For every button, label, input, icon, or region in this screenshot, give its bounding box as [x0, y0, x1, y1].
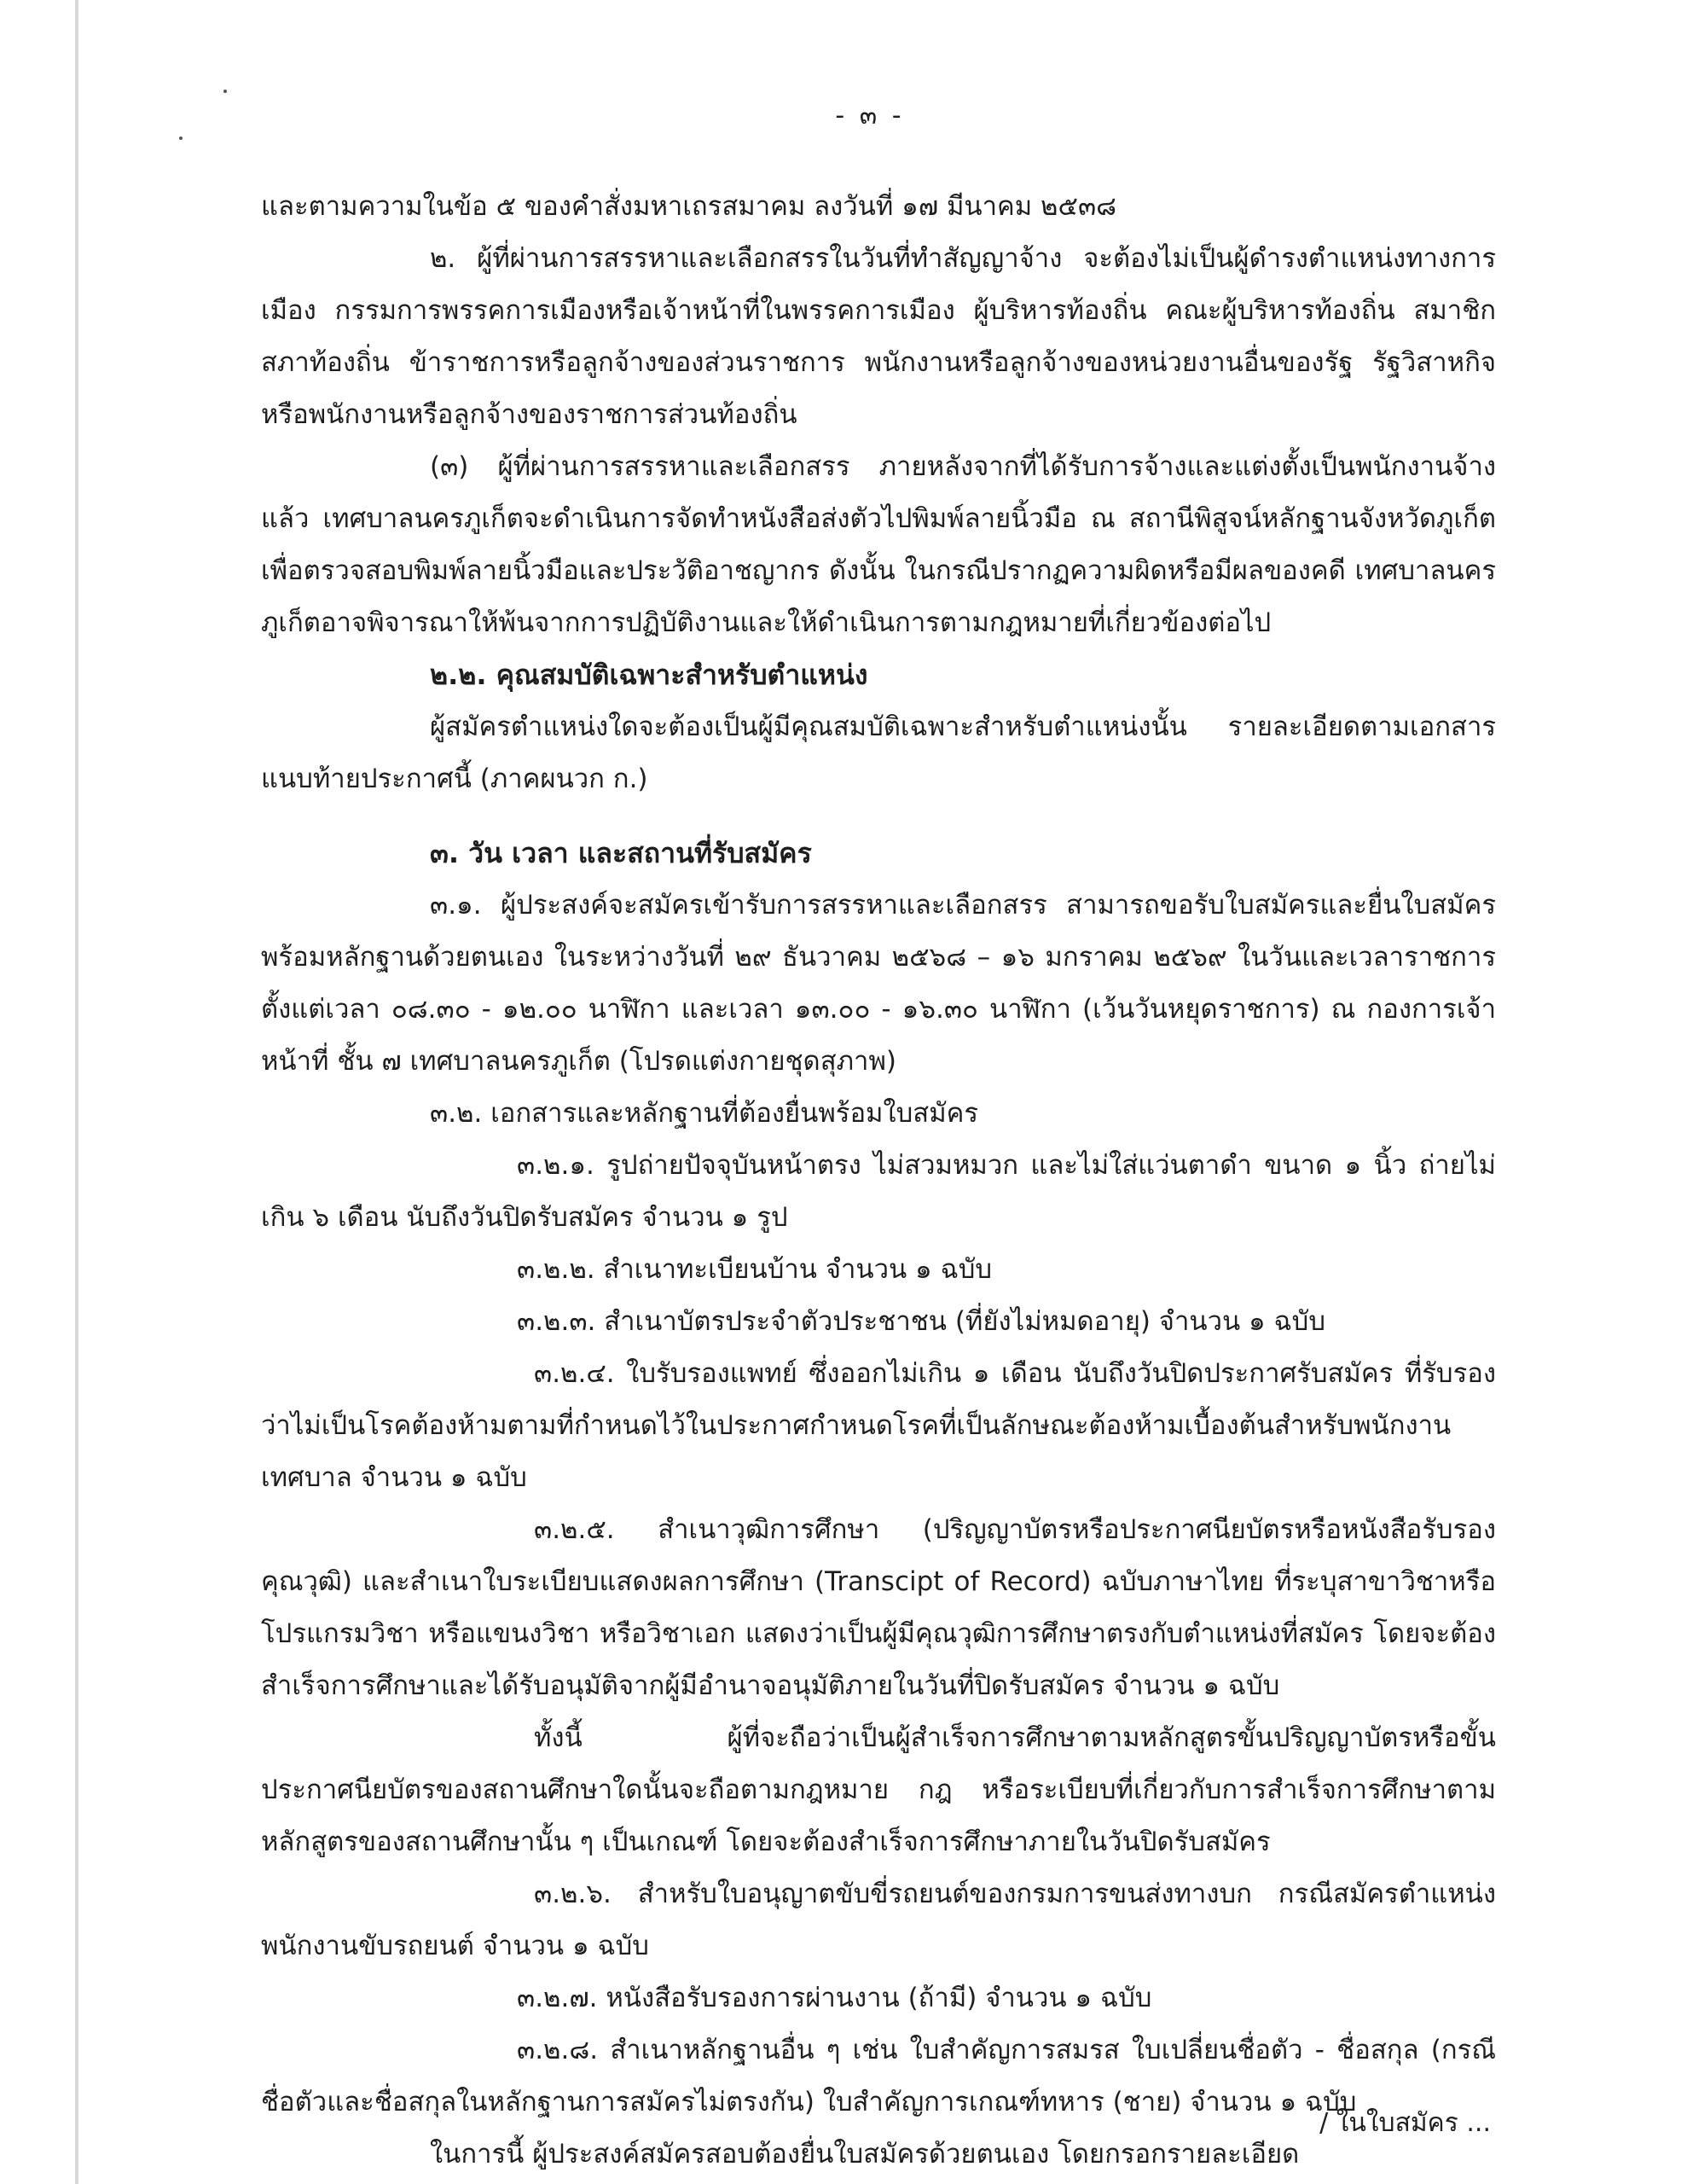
paragraph-3-2-7: ๓.๒.๗. หนังสือรับรองการผ่านงาน (ถ้ามี) จำนวน ๑ ฉบับ: [517, 1983, 1152, 2013]
paragraph-3-2-1: ๓.๒.๑. รูปถ่ายปัจจุบันหน้าตรง ไม่สวมหมวก และไม่ใส่แว่นตาดำ ขนาด ๑ นิ้ว ถ่ายไม่เกิน ๖ เดือน นับถึงวันปิดรับสมัคร จำนวน ๑ รูป: [261, 1150, 1496, 1233]
scan-speck: [223, 90, 227, 93]
document-body: [261, 181, 1496, 2181]
paragraph-item-2: ๒. ผู้ที่ผ่านการสรรหาและเลือกสรรในวันที่ทำสัญญาจ้าง จะต้องไม่เป็นผู้ดำรงตำแหน่งทางการเมือง กรรมการพรรคการเมืองหรือเจ้าหน้าที่ในพรรคการเมือง ผู้บริหารท้องถิ่น คณะผู้บริหารท้องถิ่น สมาชิกสภาท้องถิ่น ข้าราชการหรือลูกจ้างของส่วนราชการ พนักงานหรือลูกจ้างของหน่วยงานอื่นของรัฐ รัฐวิสาหกิจ หรือพนักงานหรือลูกจ้างของราชการส่วนท้องถิ่น: [261, 243, 1496, 430]
paragraph-3-2-5: ๓.๒.๕. สำเนาวุฒิการศึกษา (ปริญญาบัตรหรือประกาศนียบัตรหรือหนังสือรับรองคุณวุฒิ) และสำเนาใบระเบียบแสดงผลการศึกษา (Transcipt of Record) ฉบับภาษาไทย ที่ระบุสาขาวิชาหรือโปรแกรมวิชา หรือแขนงวิชา หรือวิชาเอก แสดงว่าเป็นผู้มีคุณวุฒิการศึกษาตรงกับตำแหน่งที่สมัคร โดยจะต้องสำเร็จการศึกษาและได้รับอนุมัติจากผู้มีอำนาจอนุมัติภายในวันที่ปิดรับสมัคร จำนวน ๑ ฉบับ: [261, 1514, 1496, 1701]
paragraph-note: ทั้งนี้ ผู้ที่จะถือว่าเป็นผู้สำเร็จการศึกษาตามหลักสูตรขั้นปริญญาบัตรหรือขั้นประกาศนียบัตรของสถานศึกษาใดนั้นจะถือตามกฎหมาย กฎ หรือระเบียบที่เกี่ยวกับการสำเร็จการศึกษาตามหลักสูตรของสถานศึกษานั้น ๆ เป็นเกณฑ์ โดยจะต้องสำเร็จการศึกษาภายในวันปิดรับสมัคร: [261, 1722, 1496, 1857]
paragraph-closing: ในการนี้ ผู้ประสงค์สมัครสอบต้องยื่นใบสมัครด้วยตนเอง โดยกรอกรายละเอียด: [430, 2139, 1300, 2169]
paragraph-qualifications: ผู้สมัครตำแหน่งใดจะต้องเป็นผู้มีคุณสมบัติเฉพาะสำหรับตำแหน่งนั้น รายละเอียดตามเอกสารแนบท้ายประกาศนี้ (ภาคผนวก ก.): [261, 712, 1496, 794]
section-heading-3: ๓. วัน เวลา และสถานที่รับสมัคร: [430, 837, 812, 869]
paragraph-3-2: ๓.๒. เอกสารและหลักฐานที่ต้องยื่นพร้อมใบสมัคร: [430, 1098, 979, 1129]
paragraph-3-2-2: ๓.๒.๒. สำเนาทะเบียนบ้าน จำนวน ๑ ฉบับ: [517, 1254, 993, 1285]
scan-page-edge: [75, 0, 78, 2184]
paragraph-item-3: (๓) ผู้ที่ผ่านการสรรหาและเลือกสรร ภายหลังจากที่ได้รับการจ้างและแต่งตั้งเป็นพนักงานจ้างแล้ว เทศบาลนครภูเก็ตจะดำเนินการจัดทำหนังสือส่งตัวไปพิมพ์ลายนิ้วมือ ณ สถานีพิสูจน์หลักฐานจังหวัดภูเก็ต เพื่อตรวจสอบพิมพ์ลายนิ้วมือและประวัติอาชญากร ดังนั้น ในกรณีปรากฏความผิดหรือมีผลของคดี เทศบาลนครภูเก็ตอาจพิจารณาให้พ้นจากการปฏิบัติงานและให้ดำเนินการตามกฎหมายที่เกี่ยวข้องต่อไป: [261, 451, 1496, 638]
paragraph-3-2-6: ๓.๒.๖. สำหรับใบอนุญาตขับขี่รถยนต์ของกรมการขนส่งทางบก กรณีสมัครตำแหน่งพนักงานขับรถยนต์ จำนวน ๑ ฉบับ: [261, 1879, 1496, 1961]
paragraph-continuation: และตามความในข้อ ๕ ของคำสั่งมหาเถรสมาคม ลงวันที่ ๑๗ มีนาคม ๒๕๓๘: [261, 191, 1117, 222]
paragraph-3-2-8: ๓.๒.๘. สำเนาหลักฐานอื่น ๆ เช่น ใบสำคัญการสมรส ใบเปลี่ยนชื่อตัว - ชื่อสกุล (กรณีชื่อตัวและชื่อสกุลในหลักฐานการสมัครไม่ตรงกัน) ใบสำคัญการเกณฑ์ทหาร (ชาย) จำนวน ๑ ฉบับ: [261, 2035, 1496, 2117]
scan-speck: [179, 136, 183, 140]
page-number: - ๓ -: [835, 101, 905, 131]
paragraph-3-1: ๓.๑. ผู้ประสงค์จะสมัครเข้ารับการสรรหาและเลือกสรร สามารถขอรับใบสมัครและยื่นใบสมัครพร้อมหลักฐานด้วยตนเอง ในระหว่างวันที่ ๒๙ ธันวาคม ๒๕๖๘ – ๑๖ มกราคม ๒๕๖๙ ในวันและเวลาราชการ ตั้งแต่เวลา ๐๘.๓๐ - ๑๒.๐๐ นาฬิกา และเวลา ๑๓.๐๐ - ๑๖.๓๐ นาฬิกา (เว้นวันหยุดราชการ) ณ กองการเจ้าหน้าที่ ชั้น ๗ เทศบาลนครภูเก็ต (โปรดแต่งกายชุดสุภาพ): [261, 890, 1496, 1077]
paragraph-3-2-3: ๓.๒.๓. สำเนาบัตรประจำตัวประชาชน (ที่ยังไม่หมดอายุ) จำนวน ๑ ฉบับ: [517, 1306, 1326, 1337]
section-heading-2-2: ๒.๒. คุณสมบัติเฉพาะสำหรับตำแหน่ง: [430, 659, 868, 691]
continued-marker: / ในใบสมัคร ...: [1319, 2108, 1491, 2138]
paragraph-3-2-4: ๓.๒.๔. ใบรับรองแพทย์ ซึ่งออกไม่เกิน ๑ เดือน นับถึงวันปิดประกาศรับสมัคร ที่รับรองว่าไม่เป็นโรคต้องห้ามตามที่กำหนดไว้ในประกาศกำหนดโรคที่เป็นลักษณะต้องห้ามเบื้องต้นสำหรับพนักงานเทศบาล จำนวน ๑ ฉบับ: [261, 1358, 1496, 1493]
